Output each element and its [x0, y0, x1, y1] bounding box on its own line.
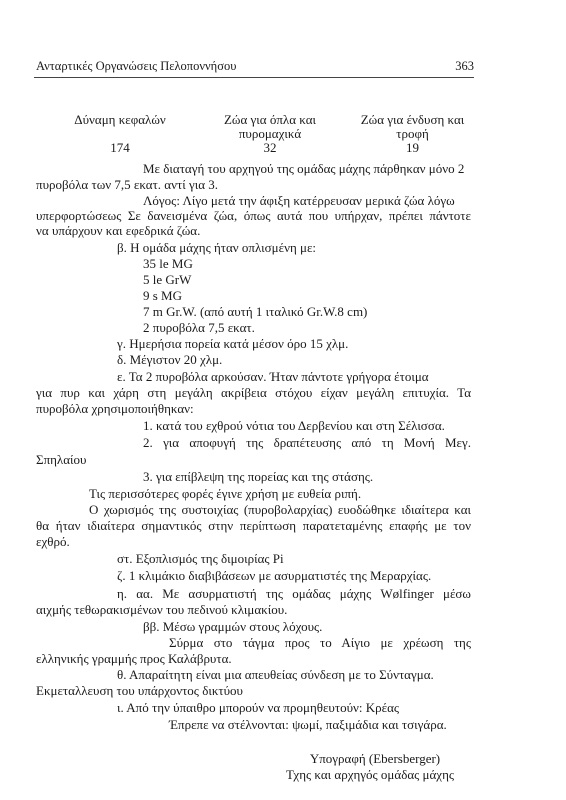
- list-item-st: στ. Εξοπλισμός της διμοιρίας Pi: [117, 551, 284, 566]
- numbered-item-2: 2. για αποφυγή της δραπέτευσης από τη Μονή Μεγ.: [143, 435, 471, 450]
- text-line: υπερφορτώσεως Σε δανεισμένα ζώα, όπως αυτά που υπήρχαν, πρέπει πάντοτε: [36, 208, 471, 223]
- table-header-food-animals-line1: Ζώα για ένδυση και: [360, 112, 465, 127]
- signature-line: Υπογραφή (Ebersberger): [309, 751, 441, 766]
- text-line: πυροβόλα των 7,5 εκατ. αντί για 3.: [36, 177, 219, 192]
- list-item-i: ι. Από την ύπαιθρο μπορούν να προμηθευτούν: Κρέας: [117, 700, 400, 715]
- text-line: θα ήταν ιδιαίτερα σημαντικός στην περίπτωση παρατεταμένης επαφής με τον: [36, 518, 471, 533]
- weapon-item: 9 s MG: [143, 288, 183, 303]
- numbered-item-3: 3. για επίβλεψη της πορείας και της στάσης.: [143, 469, 374, 484]
- running-header-title: Ανταρτικές Οργανώσεις Πελοποννήσου: [36, 59, 237, 73]
- list-item-d: δ. Μέγιστον 20 χλμ.: [117, 352, 223, 367]
- header-rule: [34, 77, 474, 78]
- text-line: Με διαταγή του αρχηγού της ομάδας μάχης πάρθηκαν μόνο 2: [143, 161, 465, 176]
- text-line: Εκμεταλλευση του υπάρχοντος δικτύου: [36, 683, 243, 698]
- list-item-z: ζ. 1 κλιμάκιο διαβιβάσεων με ασυρματιστές της Μεραρχίας.: [117, 568, 432, 583]
- weapon-item: 35 le MG: [143, 256, 193, 271]
- text-line: αιχμής τεθωρακισμένων του πεδινού κλιμακίου.: [36, 602, 288, 617]
- page-number: 363: [455, 59, 474, 73]
- weapon-item: 5 le GrW: [143, 272, 192, 287]
- table-header-arms-animals-line2: πυρομαχικά: [238, 126, 302, 141]
- text-line: Σπηλαίου: [36, 452, 87, 467]
- text-line: Τις περισσότερες φορές έγινε χρήση με ευθεία ριπή.: [89, 486, 362, 501]
- table-value-arms-animals: 32: [263, 140, 277, 155]
- text-line: Λόγος: Λίγο μετά την άφιξη κατέρρευσαν μερικά ζώα λόγω: [143, 193, 455, 208]
- list-item-h: η. αα. Με ασυρματιστή της ομάδας μάχης Wølfinger μέσω: [117, 586, 471, 601]
- text-line: Έπρεπε να στέλνονται: ψωμί, παξιμάδια και τσιγάρα.: [169, 717, 447, 732]
- list-item-th: θ. Απαραίτητη είναι μια απευθείας σύνδεση με το Σύνταγμα.: [117, 667, 434, 682]
- signature-title: Τχης και αρχηγός ομάδας μάχης: [285, 767, 455, 782]
- weapon-item: 2 πυροβόλα 7,5 εκατ.: [143, 320, 255, 335]
- text-line: πυροβόλα χρησιμοποιήθηκαν:: [36, 401, 194, 416]
- text-line: εχθρό.: [36, 534, 70, 549]
- table-value-food-animals: 19: [406, 140, 419, 155]
- text-line: Σύρμα στο τάγμα προς το Αίγιο με χρέωση της: [169, 635, 471, 650]
- list-item-g: γ. Ημερήσια πορεία κατά μέσον όρο 15 χλμ.: [117, 336, 349, 351]
- text-line: ελληνικής γραμμής προς Καλάβρυτα.: [36, 651, 232, 666]
- text-line: για πυρ και χάρη στη μεγάλη ακρίβεια στόχου είχαν μεγάλη επιτυχία. Τα: [36, 385, 471, 400]
- list-item-b: β. Η ομάδα μάχης ήταν οπλισμένη με:: [117, 240, 317, 255]
- text-line: να υπάρχουν και εφεδρικά ζώα.: [36, 223, 201, 238]
- list-item-e: ε. Τα 2 πυροβόλα αρκούσαν. Ήταν πάντοτε γρήγορα έτοιμα: [117, 369, 429, 384]
- sub-item-bb: ββ. Μέσω γραμμών στους λόχους.: [143, 619, 323, 634]
- table-header-heads: Δύναμη κεφαλών: [74, 112, 166, 127]
- numbered-item-1: 1. κατά του εχθρού νότια του Δερβενίου και στη Σέλισσα.: [143, 418, 445, 433]
- table-value-heads: 174: [110, 140, 130, 155]
- text-line: Ο χωρισμός της συστοιχίας (πυροβολαρχίας) ευοδώθηκε ιδιαίτερα και: [89, 502, 471, 517]
- table-header-arms-animals-line1: Ζώα για όπλα και: [223, 112, 317, 127]
- weapon-item: 7 m Gr.W. (από αυτή 1 ιταλικό Gr.W.8 cm): [143, 304, 368, 319]
- table-header-food-animals-line2: τροφή: [396, 126, 429, 141]
